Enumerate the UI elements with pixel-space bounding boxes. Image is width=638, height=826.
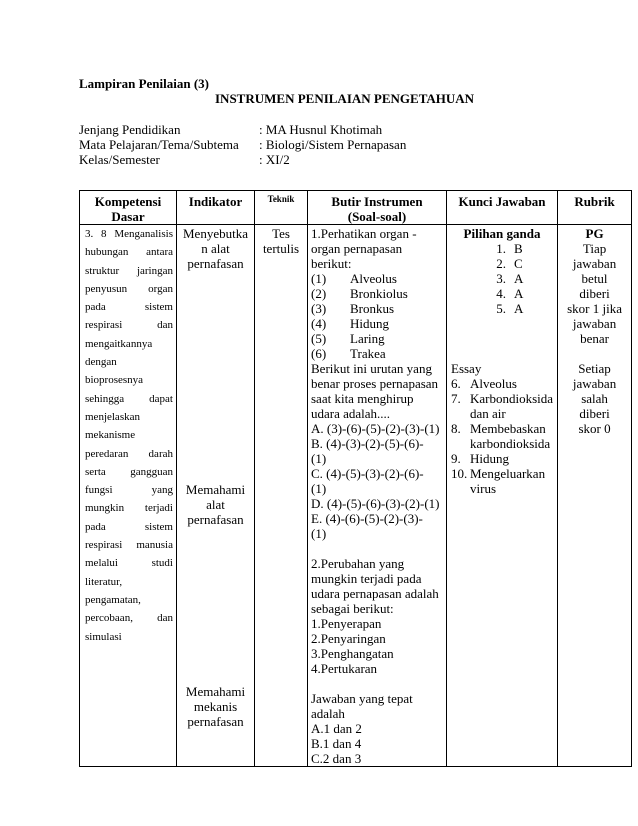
option-number: (2)	[311, 286, 327, 301]
soal-option	[311, 331, 443, 346]
option-text: Alveolus	[350, 271, 397, 286]
list-item	[485, 241, 553, 256]
indikator-line: mekanis	[193, 699, 238, 714]
header-butir-line: (Soal-soal)	[347, 209, 407, 224]
meta-value-kelas: : XI/2	[259, 152, 290, 167]
rubrik-line: benar	[580, 331, 609, 346]
kompetensi-line: simulasi	[85, 630, 122, 643]
rubrik-line: Setiap	[578, 361, 611, 376]
item-value: A	[514, 271, 524, 286]
item-number: 8.	[451, 421, 461, 436]
kompetensi-line: pengamatan,	[85, 593, 141, 606]
answer-line: (1)	[311, 451, 327, 466]
kompetensi-line: peredaran darah	[85, 447, 173, 460]
header-butir-line: Butir Instrumen	[331, 194, 423, 209]
kompetensi-line: dengan	[85, 356, 117, 369]
kompetensi-line: bioprosesnya	[85, 374, 144, 387]
header-butir-instrumen	[308, 191, 447, 225]
rubrik-line: Tiap	[582, 241, 607, 256]
rubrik-line: jawaban	[572, 376, 617, 391]
rubrik-line: salah	[581, 391, 608, 406]
soal-line: berikut:	[311, 256, 352, 271]
soal-1	[311, 226, 443, 541]
item-number: 7.	[451, 391, 461, 406]
item-value: Membebaskan	[470, 421, 546, 436]
soal-line: mungkin terjadi pada	[311, 571, 422, 586]
indikator-1	[179, 226, 252, 271]
indikator-line: pernafasan	[187, 512, 244, 527]
kompetensi-line: hubungan antara	[85, 246, 173, 259]
answer-line: (1)	[311, 481, 327, 496]
soal-line: udara adalah....	[311, 406, 391, 421]
soal-line: sebagai berikut:	[311, 601, 394, 616]
soal-line: organ pernapasan	[311, 241, 403, 256]
rubrik-line: betul	[581, 271, 608, 286]
soal-option	[311, 271, 443, 286]
answer-line: B. (4)-(3)-(2)-(5)-(6)-	[311, 436, 424, 451]
kompetensi-line: percobaan, dan	[85, 612, 173, 625]
kompetensi-line: literatur,	[85, 575, 123, 588]
kunci-jawaban-cell	[447, 225, 558, 767]
list-item	[485, 286, 553, 301]
kompetensi-line: penyusun organ	[85, 282, 173, 295]
rubrik-cell	[558, 225, 632, 767]
kompetensi-line: respirasi manusia	[85, 539, 173, 552]
kompetensi-line: serta gangguan	[85, 465, 173, 478]
option-text: Hidung	[350, 316, 389, 331]
soal-option	[311, 301, 443, 316]
kompetensi-dasar-cell	[80, 225, 177, 767]
rubrik-line: jawaban	[572, 316, 617, 331]
kompetensi-line: 3. 8 Menganalisis	[85, 228, 173, 240]
list-item	[485, 271, 553, 286]
list-item	[451, 451, 553, 466]
butir-instrumen-cell	[308, 225, 447, 767]
soal-line: 1.Penyerapan	[311, 616, 382, 631]
meta-label-kelas: Kelas/Semester	[79, 152, 160, 167]
lampiran-title: Lampiran Penilaian (3)	[79, 76, 210, 91]
pilihan-ganda-title: Pilihan ganda	[463, 226, 541, 241]
list-item	[485, 301, 553, 316]
meta-label-jenjang: Jenjang Pendidikan	[79, 122, 181, 137]
soal-line: 4.Pertukaran	[311, 661, 378, 676]
option-text: Trakea	[350, 346, 386, 361]
answer-line: A. (3)-(6)-(5)-(2)-(3)-(1)	[311, 421, 440, 436]
list-item	[451, 466, 553, 496]
rubrik-line: skor 0	[578, 421, 611, 436]
kompetensi-line: mungkin terjadi	[85, 502, 173, 515]
soal-line: 2.Perubahan yang	[311, 556, 405, 571]
soal-line: A.1 dan 2	[311, 721, 362, 736]
option-number: (5)	[311, 331, 327, 346]
answer-line: D. (4)-(5)-(6)-(3)-(2)-(1)	[311, 496, 440, 511]
option-number: (1)	[311, 271, 327, 286]
item-value: Mengeluarkan	[470, 466, 546, 481]
soal-option	[311, 316, 443, 331]
kompetensi-dasar-text	[80, 225, 176, 646]
indikator-line: Memahami	[185, 482, 246, 497]
kompetensi-line: pada sistem	[85, 301, 173, 314]
item-number: 5.	[496, 301, 506, 316]
item-number: 4.	[496, 286, 506, 301]
soal-line: 2.Penyaringan	[311, 631, 386, 646]
kompetensi-line: mengaitkannya	[85, 337, 153, 350]
option-text: Laring	[350, 331, 385, 346]
soal-line: adalah	[311, 706, 345, 721]
item-value: A	[514, 286, 524, 301]
indikator-line: Memahami	[185, 684, 246, 699]
option-text: Bronkus	[350, 301, 395, 316]
option-number: (4)	[311, 316, 327, 331]
option-text: Bronkiolus	[350, 286, 408, 301]
teknik-cell	[255, 225, 308, 767]
list-item	[451, 376, 553, 391]
soal-2	[311, 556, 443, 766]
indikator-cell	[177, 225, 255, 767]
list-item	[451, 391, 553, 421]
soal-line: C.2 dan 3	[311, 751, 362, 766]
rubrik-line: diberi	[579, 286, 610, 301]
kompetensi-line: mekanisme	[85, 429, 136, 442]
item-number: 1.	[496, 241, 506, 256]
soal-line: saat kita menghirup	[311, 391, 414, 406]
table-header-row	[80, 191, 632, 225]
rubrik-line: jawaban	[572, 256, 617, 271]
item-value: C	[514, 256, 523, 271]
kompetensi-line: struktur jaringan	[85, 264, 173, 277]
item-value: virus	[470, 481, 496, 496]
header-kompetensi-line: Dasar	[111, 209, 145, 224]
answer-line: E. (4)-(6)-(5)-(2)-(3)-	[311, 511, 423, 526]
rubrik-line: diberi	[579, 406, 610, 421]
soal-line: udara pernapasan adalah	[311, 586, 439, 601]
item-value: Hidung	[470, 451, 509, 466]
item-value: karbondioksida	[470, 436, 551, 451]
indikator-line: pernafasan	[187, 256, 244, 271]
answer-line: C. (4)-(5)-(3)-(2)-(6)-	[311, 466, 424, 481]
header-rubrik: Rubrik	[558, 191, 632, 225]
indikator-line: n alat	[201, 241, 230, 256]
kompetensi-line: respirasi dan	[85, 319, 173, 332]
header-kompetensi-dasar	[80, 191, 177, 225]
item-number: 2.	[496, 256, 506, 271]
kompetensi-line: melalui studi	[85, 557, 173, 570]
item-value: Karbondioksida	[470, 391, 554, 406]
item-number: 3.	[496, 271, 506, 286]
soal-line: 1.Perhatikan organ -	[311, 226, 417, 241]
soal-line: benar proses pernapasan	[311, 376, 439, 391]
kompetensi-line: menjelaskan	[85, 410, 140, 423]
soal-option	[311, 346, 443, 361]
soal-line: Jawaban yang tepat	[311, 691, 413, 706]
kompetensi-line: pada sistem	[85, 520, 173, 533]
essay-title: Essay	[451, 361, 482, 376]
header-teknik: Teknik	[255, 191, 308, 225]
meta-value-jenjang: : MA Husnul Khotimah	[259, 122, 383, 137]
assessment-table	[79, 190, 632, 767]
teknik-line: Tes	[272, 226, 290, 241]
soal-line: B.1 dan 4	[311, 736, 362, 751]
header-kompetensi-line: Kompetensi	[94, 194, 162, 209]
rubrik-line: skor 1 jika	[567, 301, 622, 316]
table-row	[80, 225, 632, 767]
item-number: 6.	[451, 376, 461, 391]
item-value: B	[514, 241, 523, 256]
kompetensi-line: fungsi yang	[85, 484, 173, 497]
document-title: INSTRUMEN PENILAIAN PENGETAHUAN	[215, 91, 475, 106]
kompetensi-line: sehingga dapat	[85, 392, 173, 405]
item-number: 9.	[451, 451, 461, 466]
option-number: (6)	[311, 346, 327, 361]
list-item	[451, 421, 553, 451]
indikator-line: pernafasan	[187, 714, 244, 729]
item-value: A	[514, 301, 524, 316]
indikator-3	[179, 684, 252, 729]
teknik-line: tertulis	[262, 241, 300, 256]
indikator-2	[179, 482, 252, 527]
essay-section	[451, 361, 553, 496]
meta-value-mapel: : Biologi/Sistem Pernapasan	[259, 137, 407, 152]
rubrik-pg-title: PG	[585, 226, 604, 241]
option-number: (3)	[311, 301, 327, 316]
item-value: dan air	[470, 406, 506, 421]
soal-option	[311, 286, 443, 301]
answer-line: (1)	[311, 526, 327, 541]
soal-line: 3.Penghangatan	[311, 646, 394, 661]
indikator-line: Menyebutka	[183, 226, 248, 241]
list-item	[485, 256, 553, 271]
header-kunci-jawaban: Kunci Jawaban	[447, 191, 558, 225]
header-indikator: Indikator	[177, 191, 255, 225]
item-number: 10.	[451, 466, 468, 481]
indikator-line: alat	[206, 497, 225, 512]
pilihan-ganda-list	[485, 241, 553, 316]
meta-label-mapel: Mata Pelajaran/Tema/Subtema	[79, 137, 239, 152]
soal-line: Berikut ini urutan yang	[311, 361, 432, 376]
item-value: Alveolus	[470, 376, 517, 391]
